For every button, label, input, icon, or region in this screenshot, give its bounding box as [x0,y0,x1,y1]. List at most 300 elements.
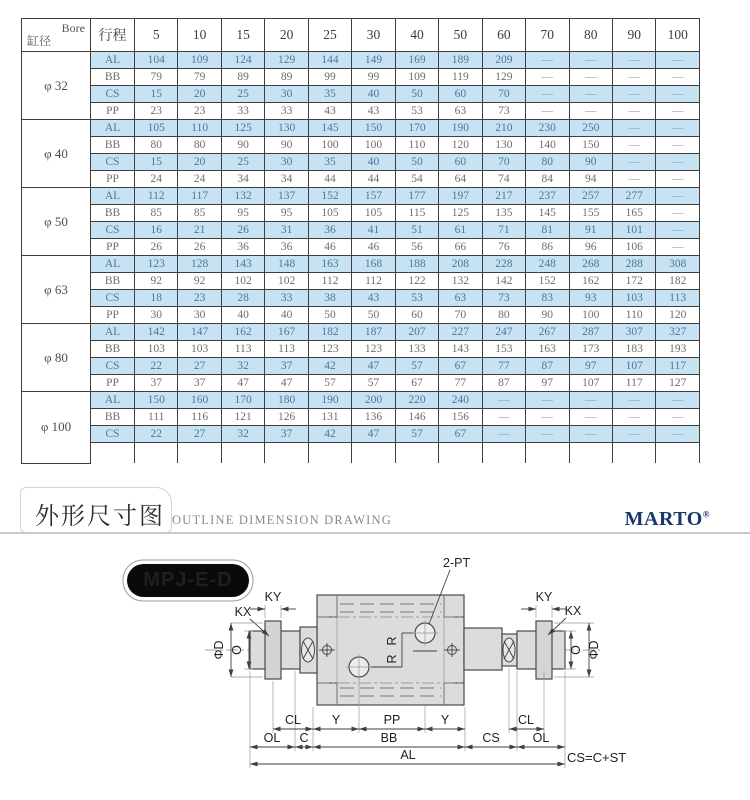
value-cell: 36 [308,222,351,239]
value-cell: 44 [308,171,351,188]
dim-label-y-left: Y [331,713,341,727]
rod-nut-right [536,621,552,679]
value-cell: 73 [482,290,525,307]
value-cell: — [656,188,700,205]
value-cell: 63 [439,103,482,120]
value-cell: 37 [178,375,221,392]
value-cell: — [656,52,700,69]
value-cell: 119 [439,69,482,86]
value-cell: 26 [221,222,264,239]
value-cell: 23 [135,103,178,120]
value-cell: 80 [482,307,525,324]
stroke-value-header: 30 [352,19,395,52]
value-cell: 31 [265,222,308,239]
value-cell: — [656,103,700,120]
header-row [22,19,700,52]
value-cell: 131 [308,409,351,426]
value-cell: 110 [178,120,221,137]
value-cell: 109 [395,69,438,86]
value-cell: 144 [308,52,351,69]
value-cell: — [569,392,612,409]
clipped-cell [482,443,525,464]
value-cell: 20 [178,86,221,103]
value-cell: 240 [439,392,482,409]
table-row [22,358,700,375]
value-cell: 76 [482,239,525,256]
value-cell: 81 [526,222,569,239]
value-cell: 80 [526,154,569,171]
dim-label-c: C [299,731,309,745]
dim-label-cell: CS [91,358,135,375]
value-cell: 103 [135,341,178,358]
value-cell: 26 [178,239,221,256]
dim-label-phid-left: ΦD [212,640,226,660]
value-cell: 95 [265,205,308,222]
bore-cell: φ 50 [22,188,91,256]
value-cell: 143 [439,341,482,358]
value-cell: 209 [482,52,525,69]
clipped-cell [612,443,655,464]
value-cell: 90 [265,137,308,154]
value-cell: 73 [482,103,525,120]
value-cell: 146 [395,409,438,426]
value-cell: 22 [135,358,178,375]
value-cell: 43 [352,103,395,120]
value-cell: 60 [439,86,482,103]
value-cell: 80 [178,137,221,154]
bore-cell: φ 100 [22,392,91,464]
outline-dimension-drawing [0,540,750,800]
value-cell: 132 [439,273,482,290]
table-row [22,324,700,341]
value-cell: 43 [352,290,395,307]
table-row [22,222,700,239]
table-row [22,239,700,256]
stroke-value-header: 70 [526,19,569,52]
table-row [22,375,700,392]
value-cell: 157 [352,188,395,205]
value-cell: 40 [352,86,395,103]
value-cell: 67 [439,358,482,375]
formula-label: CS=C+ST [567,750,627,765]
value-cell: 197 [439,188,482,205]
value-cell: 147 [178,324,221,341]
value-cell: 150 [135,392,178,409]
value-cell: 200 [352,392,395,409]
value-cell: 150 [352,120,395,137]
value-cell: 150 [569,137,612,154]
stroke-header-cell: 行程 [91,19,135,52]
value-cell: 105 [135,120,178,137]
value-cell: 47 [352,358,395,375]
value-cell: 42 [308,426,351,443]
value-cell: 43 [308,103,351,120]
value-cell: 132 [221,188,264,205]
value-cell: 87 [526,358,569,375]
dim-label-r-upper: R [385,636,399,646]
dim-label-ol-right: OL [532,731,550,745]
value-cell: 123 [352,341,395,358]
value-cell: 37 [265,358,308,375]
value-cell: 121 [221,409,264,426]
table-row [22,103,700,120]
value-cell: 180 [265,392,308,409]
value-cell: 177 [395,188,438,205]
table-body [22,52,700,464]
dim-label-cl-left: CL [285,713,301,727]
stroke-value-header: 80 [569,19,612,52]
value-cell: 67 [439,426,482,443]
value-cell: — [612,69,655,86]
value-cell: 172 [612,273,655,290]
value-cell: 167 [265,324,308,341]
value-cell: 80 [135,137,178,154]
value-cell: 92 [178,273,221,290]
table-row [22,307,700,324]
value-cell: 237 [526,188,569,205]
value-cell: 122 [395,273,438,290]
dim-label-cell: PP [91,375,135,392]
dim-label-phid-right: ΦD [587,640,601,660]
value-cell: 125 [221,120,264,137]
value-cell: 117 [656,358,700,375]
dim-label-o-right: O [569,645,583,655]
value-cell: — [612,103,655,120]
dimension-table-wrap [21,18,703,468]
value-cell: 64 [439,171,482,188]
value-cell: — [656,409,700,426]
dim-label-cell: CS [91,290,135,307]
dim-label-pp: PP [383,713,401,727]
value-cell: 18 [135,290,178,307]
value-cell: 103 [612,290,655,307]
value-cell: — [612,409,655,426]
dim-label-cell: AL [91,324,135,341]
dim-label-cell: AL [91,120,135,137]
value-cell: 124 [221,52,264,69]
dim-label-al: AL [400,748,416,762]
value-cell: 183 [612,341,655,358]
table-row [22,205,700,222]
value-cell: 287 [569,324,612,341]
value-cell: 130 [265,120,308,137]
value-cell: 210 [482,120,525,137]
value-cell: 70 [482,86,525,103]
stroke-value-header: 60 [482,19,525,52]
value-cell: 37 [135,375,178,392]
value-cell: 135 [482,205,525,222]
value-cell: 47 [221,375,264,392]
value-cell: 148 [265,256,308,273]
value-cell: — [656,205,700,222]
bore-label-zh: 缸径 [27,34,52,48]
value-cell: 47 [265,375,308,392]
value-cell: 95 [221,205,264,222]
value-cell: 156 [439,409,482,426]
value-cell: 113 [221,341,264,358]
value-cell: 117 [612,375,655,392]
value-cell: — [656,222,700,239]
value-cell: — [482,409,525,426]
value-cell: 74 [482,171,525,188]
value-cell: — [612,86,655,103]
value-cell: 71 [482,222,525,239]
value-cell: 168 [352,256,395,273]
value-cell: 91 [569,222,612,239]
value-cell: 34 [265,171,308,188]
value-cell: 152 [526,273,569,290]
value-cell: 37 [265,426,308,443]
value-cell: 165 [612,205,655,222]
value-cell: 182 [656,273,700,290]
clipped-cell [91,443,135,464]
dim-label-cell: AL [91,188,135,205]
table-row [22,52,700,69]
value-cell: 28 [221,290,264,307]
value-cell: 97 [569,358,612,375]
table-row [22,137,700,154]
value-cell: 67 [395,375,438,392]
value-cell: 54 [395,171,438,188]
section-divider [0,532,750,534]
value-cell: 187 [352,324,395,341]
value-cell: 190 [439,120,482,137]
value-cell: 163 [308,256,351,273]
value-cell: 61 [439,222,482,239]
value-cell: 35 [308,86,351,103]
brand-text: MARTO [624,508,703,530]
dim-label-cell: CS [91,154,135,171]
value-cell: 60 [439,154,482,171]
brand-logo [625,508,710,531]
value-cell: 248 [526,256,569,273]
value-cell: — [612,154,655,171]
value-cell: 16 [135,222,178,239]
value-cell: 87 [482,375,525,392]
value-cell: 100 [352,137,395,154]
value-cell: — [482,392,525,409]
dim-label-ol-left: OL [263,731,281,745]
table-row [22,256,700,273]
table-row [22,171,700,188]
value-cell: 247 [482,324,525,341]
value-cell: 30 [265,86,308,103]
clipped-row [22,443,700,464]
value-cell: 188 [395,256,438,273]
stroke-value-header: 25 [308,19,351,52]
stroke-value-header: 100 [656,19,700,52]
value-cell: 57 [395,426,438,443]
stroke-value-header: 40 [395,19,438,52]
value-cell: 24 [135,171,178,188]
value-cell: 162 [221,324,264,341]
value-cell: 33 [265,290,308,307]
value-cell: 163 [526,341,569,358]
value-cell: 66 [439,239,482,256]
value-cell: 22 [135,426,178,443]
registered-mark: ® [702,509,710,520]
clipped-cell [308,443,351,464]
value-cell: 327 [656,324,700,341]
table-row [22,392,700,409]
dim-label-cell: BB [91,69,135,86]
value-cell: — [656,120,700,137]
value-cell: 129 [265,52,308,69]
value-cell: 257 [569,188,612,205]
stroke-value-header: 5 [135,19,178,52]
value-cell: 120 [656,307,700,324]
value-cell: 51 [395,222,438,239]
value-cell: 89 [265,69,308,86]
value-cell: 123 [308,341,351,358]
dim-label-cell: AL [91,256,135,273]
value-cell: 33 [221,103,264,120]
value-cell: 46 [352,239,395,256]
value-cell: 24 [178,171,221,188]
value-cell: 117 [178,188,221,205]
value-cell: 142 [482,273,525,290]
value-cell: 20 [178,154,221,171]
value-cell: 169 [395,52,438,69]
value-cell: 27 [178,358,221,375]
dim-label-ky-right: KY [535,590,553,604]
value-cell: 112 [352,273,395,290]
table-row [22,290,700,307]
dim-label-kx-left: KX [234,605,252,619]
stroke-value-header: 20 [265,19,308,52]
value-cell: 288 [612,256,655,273]
dim-label-cs: CS [482,731,500,745]
value-cell: 26 [135,239,178,256]
dim-label-cell: CS [91,86,135,103]
value-cell: 153 [482,341,525,358]
clipped-cell [265,443,308,464]
value-cell: — [656,69,700,86]
dim-label-cell: BB [91,137,135,154]
value-cell: 208 [439,256,482,273]
value-cell: 41 [352,222,395,239]
value-cell: — [569,103,612,120]
clipped-cell [569,443,612,464]
dim-label-cell: PP [91,307,135,324]
value-cell: — [612,52,655,69]
table-row [22,273,700,290]
value-cell: 15 [135,154,178,171]
dim-label-cell: PP [91,103,135,120]
table-row [22,409,700,426]
value-cell: 100 [308,137,351,154]
value-cell: — [612,392,655,409]
dim-label-cell: BB [91,205,135,222]
value-cell: 125 [439,205,482,222]
value-cell: 129 [482,69,525,86]
value-cell: 107 [569,375,612,392]
value-cell: 36 [265,239,308,256]
clipped-cell [178,443,221,464]
clipped-cell [352,443,395,464]
value-cell: — [656,392,700,409]
rod-collar-right [464,628,502,670]
value-cell: 268 [569,256,612,273]
value-cell: 99 [352,69,395,86]
table-row [22,188,700,205]
dim-label-cell: BB [91,409,135,426]
value-cell: 105 [308,205,351,222]
dim-label-bb: BB [380,731,398,745]
value-cell: 140 [526,137,569,154]
value-cell: 23 [178,103,221,120]
value-cell: 182 [308,324,351,341]
dim-label-kx-right: KX [564,604,582,618]
value-cell: 77 [482,358,525,375]
value-cell: 102 [265,273,308,290]
model-label: MPJ-E-D [143,569,233,591]
value-cell: — [526,426,569,443]
value-cell: 90 [221,137,264,154]
dim-label-2pt: 2-PT [443,556,471,570]
value-cell: 44 [352,171,395,188]
value-cell: 145 [308,120,351,137]
value-cell: — [656,171,700,188]
cylinder-body [317,595,464,705]
value-cell: 105 [352,205,395,222]
value-cell: 40 [352,154,395,171]
value-cell: — [526,52,569,69]
dim-label-cell: CS [91,222,135,239]
value-cell: 90 [569,154,612,171]
value-cell: 123 [135,256,178,273]
bore-cell: φ 80 [22,324,91,392]
value-cell: 136 [352,409,395,426]
value-cell: 97 [526,375,569,392]
value-cell: 63 [439,290,482,307]
value-cell: 27 [178,426,221,443]
table-row [22,426,700,443]
value-cell: 79 [135,69,178,86]
dim-label-cell: PP [91,171,135,188]
value-cell: 113 [265,341,308,358]
value-cell: — [612,137,655,154]
value-cell: 133 [395,341,438,358]
table-row [22,341,700,358]
value-cell: 189 [439,52,482,69]
value-cell: 111 [135,409,178,426]
value-cell: 220 [395,392,438,409]
value-cell: 101 [612,222,655,239]
value-cell: 116 [178,409,221,426]
stroke-value-header: 15 [221,19,264,52]
value-cell: 25 [221,86,264,103]
value-cell: — [569,409,612,426]
clipped-cell [135,443,178,464]
value-cell: 100 [569,307,612,324]
clipped-cell [439,443,482,464]
value-cell: 86 [526,239,569,256]
value-cell: — [656,86,700,103]
stroke-value-header: 50 [439,19,482,52]
value-cell: 25 [221,154,264,171]
stroke-value-header: 10 [178,19,221,52]
value-cell: — [612,120,655,137]
dim-label-cl-right: CL [518,713,534,727]
value-cell: 32 [221,358,264,375]
value-cell: 193 [656,341,700,358]
value-cell: 308 [656,256,700,273]
value-cell: 207 [395,324,438,341]
value-cell: 217 [482,188,525,205]
value-cell: 35 [308,154,351,171]
value-cell: 112 [135,188,178,205]
